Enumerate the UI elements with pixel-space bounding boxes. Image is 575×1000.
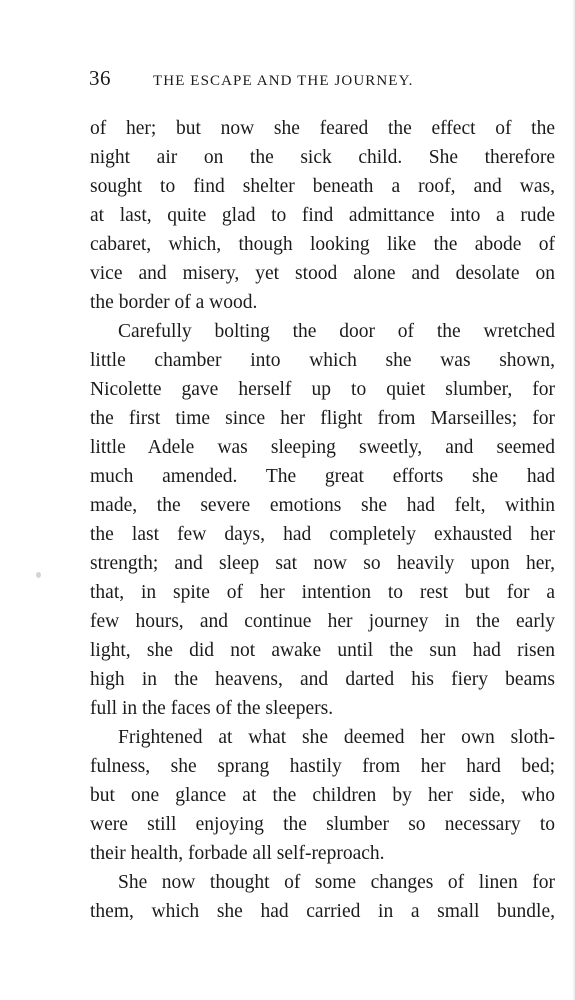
paragraph (90, 723, 555, 868)
running-title: THE ESCAPE AND THE JOURNEY. (153, 73, 414, 89)
text-line: of her; but now she feared the effect of the (90, 118, 555, 139)
text-line: their health, forbade all self-reproach. (90, 843, 385, 864)
text-line: Nicolette gave herself up to quiet slumber, for (90, 379, 555, 400)
text-line: much amended. The great efforts she had (90, 466, 555, 487)
text-line: Frightened at what she deemed her own sloth- (118, 727, 555, 748)
text-line: fulness, she sprang hastily from her hard bed; (90, 756, 555, 777)
body-text (90, 114, 555, 926)
text-line: little chamber into which she was shown, (90, 350, 555, 371)
text-line: the last few days, had completely exhausted her (90, 524, 555, 545)
text-line: were still enjoying the slumber so necessary to (90, 814, 555, 835)
text-line: night air on the sick child. She therefore (90, 147, 555, 168)
text-line: little Adele was sleeping sweetly, and seemed (90, 437, 555, 458)
paragraph (90, 317, 555, 723)
text-line: high in the heavens, and darted his fiery beams (90, 669, 555, 690)
text-line: strength; and sleep sat now so heavily upon her, (90, 553, 555, 574)
text-line: at last, quite glad to find admittance into a rude (90, 205, 555, 226)
text-line: Carefully bolting the door of the wretched (118, 321, 555, 342)
text-line: the border of a wood. (90, 292, 258, 313)
text-line: that, in spite of her intention to rest but for a (90, 582, 555, 603)
paper-speck (36, 572, 41, 578)
text-line: made, the severe emotions she had felt, within (90, 495, 555, 516)
text-line: cabaret, which, though looking like the abode of (90, 234, 555, 255)
text-line: but one glance at the children by her side, who (90, 785, 555, 806)
text-line: full in the faces of the sleepers. (90, 698, 334, 719)
text-line: light, she did not awake until the sun had risen (90, 640, 555, 661)
text-line: the first time since her flight from Marseilles; for (90, 408, 555, 429)
paragraph (90, 868, 555, 926)
paragraph (90, 114, 555, 317)
text-line: few hours, and continue her journey in the early (90, 611, 555, 632)
text-line: vice and misery, yet stood alone and desolate on (90, 263, 555, 284)
text-line: sought to find shelter beneath a roof, and was, (90, 176, 555, 197)
running-head (89, 66, 551, 94)
text-line: them, which she had carried in a small bundle, (90, 901, 555, 922)
page-number: 36 (89, 66, 111, 90)
text-line: She now thought of some changes of linen for (118, 872, 555, 893)
